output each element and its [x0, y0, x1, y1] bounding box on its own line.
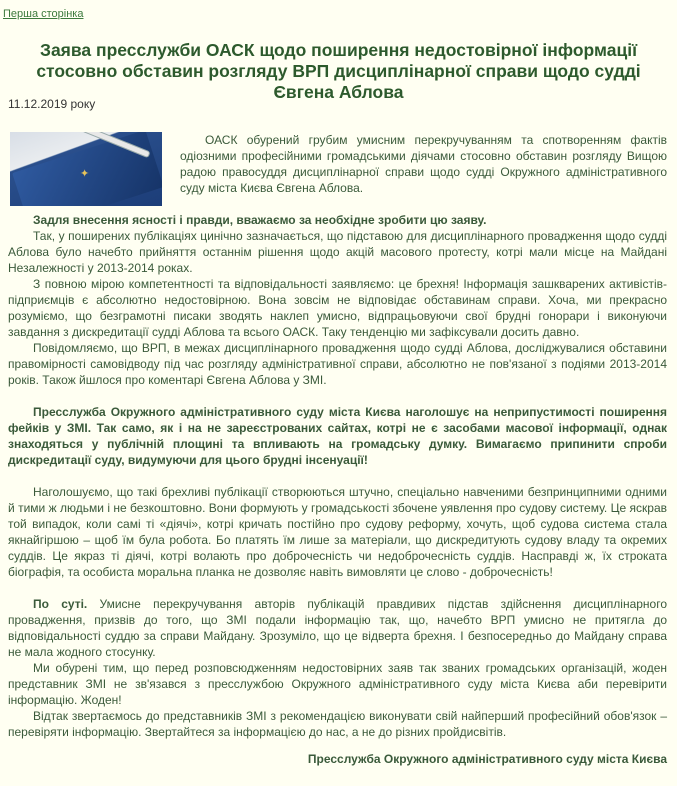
paragraph-3: Так, у поширених публікаціях цинічно зазначається, що підставою для дисциплінарного провадження щодо судді Аблова було начебто прийняття останнім рішення щодо акцій масового протесту, котрі мали місце на Майдані Незалежності у 2013-2014 роках. [8, 229, 667, 275]
article-photo [10, 132, 162, 206]
paragraph-6: Пресслужба Окружного адміністративного суду міста Києва наголошує на неприпустимості поширення фейків у ЗМІ. Так само, як і на не зареєстрованих сайтах, котрі не є засобами масової інформації, однак знаходяться у публічній площині та впливають на громадську думку. Вимагаємо припинити спроби дискредитації суду, видумуючи для цього брудні інсенуації! [8, 405, 667, 467]
signature: Пресслужба Окружного адміністративного суду міста Києва [307, 752, 667, 766]
paragraph-5: Повідомляємо, що ВРП, в межах дисциплінарного провадження щодо судді Аблова, досліджувалися обставини правомірності самовідводу під час розгляду адміністративної справи, абсолютно не пов'язаної з подіями 2013-2014 років. Також йшлося про коментарі Євгена Аблова у ЗМІ. [8, 341, 667, 387]
article-title: Заява пресслужби ОАСК щодо поширення недостовірної інформації стосовно обставин розгляду ВРП дисциплінарної справи щодо судді Євгена Аблова [36, 40, 641, 102]
breadcrumb-home-link[interactable]: Перша сторінка [3, 8, 84, 20]
paragraph-8-text: Умисне перекручування авторів публікацій правдивих підстав здійснення дисциплінарного провадження, призвів до того, що ЗМІ подали інформацію так, що, начебто ВРП умисно не притягла до відповідальності суддю за справи Майдану. Зрозуміло, що це відверта брехня. І безпосередньо до Майдану справа не мала жодного стосунку. [8, 597, 668, 659]
paragraph-8 [8, 596, 667, 660]
paragraph-10: Відтак звертаємось до представників ЗМІ з рекомендацією виконувати свій найперший професійний обов'язок – перевіряти інформацію. Звертайтеся за інформацією до нас, а не до різних пройдисвітів. [8, 709, 667, 739]
paragraph-9: Ми обурені тим, що перед розповсюдженням недостовірних заяв так званих громадських організацій, жоден представник ЗМІ не зв'язався з пресслужбою Окружного адміністративного суду міста Києва аби перевірити інформацію. Жоден! [8, 661, 667, 707]
article-date: 11.12.2019 року [8, 97, 96, 111]
paragraph-7: Наголошуємо, що такі брехливі публікації створюються штучно, спеціально навченими безпринципними одними й тими ж людьми і не безкоштовно. Вони формують у громадськості збочене уявлення про судову систему. Це яскрав той випадок, коли самі ті «діячі», котрі кричать постійно про судову реформу, хочуть, щоб судова система стала якнайгіршою – щоб їм була робота. Бо платять їм лише за матеріали, що дискредитують судову владу та окремих суддів. Це якраз ті діячі, котрі волають про доброчесність чи недоброчесність суддів. Насправді ж, їх строката біографія, та особиста моральна планка не дозволяє навіть вимовляти це слово - доброчесність! [8, 485, 667, 579]
paragraph-8-lead: По суті. [33, 597, 88, 611]
emblem-icon: ✦ [80, 168, 90, 180]
paragraph-2: Задля внесення ясності і правди, вважаємо за необхідне зробити цю заяву. [33, 213, 487, 227]
paragraph-4: З повною мірою компетентності та відповідальності заявляємо: це брехня! Інформація зашкварених активістів-підприємців є абсолютно недостовірною. Вона зовсім не відповідає обставинам справи. Хоча, ми прекрасно розуміємо, що безграмотні писаки зводять наклеп умисно, відпрацьовуючи свої брудні гонорари і виконуючи завдання з дискредитації судді Аблова та всього ОАСК. Таку тенденцію ми зафіксували досить давно. [8, 277, 667, 339]
article-body [8, 128, 667, 740]
paragraph-1: ОАСК обурений грубим умисним перекручуванням та спотворенням фактів одіозними професійними громадськими діячами стосовно обставин розгляду Вищою радою правосуддя дисциплінарної справи щодо судді Окружного адміністративного суду міста Києва Євгена Аблова. [180, 133, 667, 195]
